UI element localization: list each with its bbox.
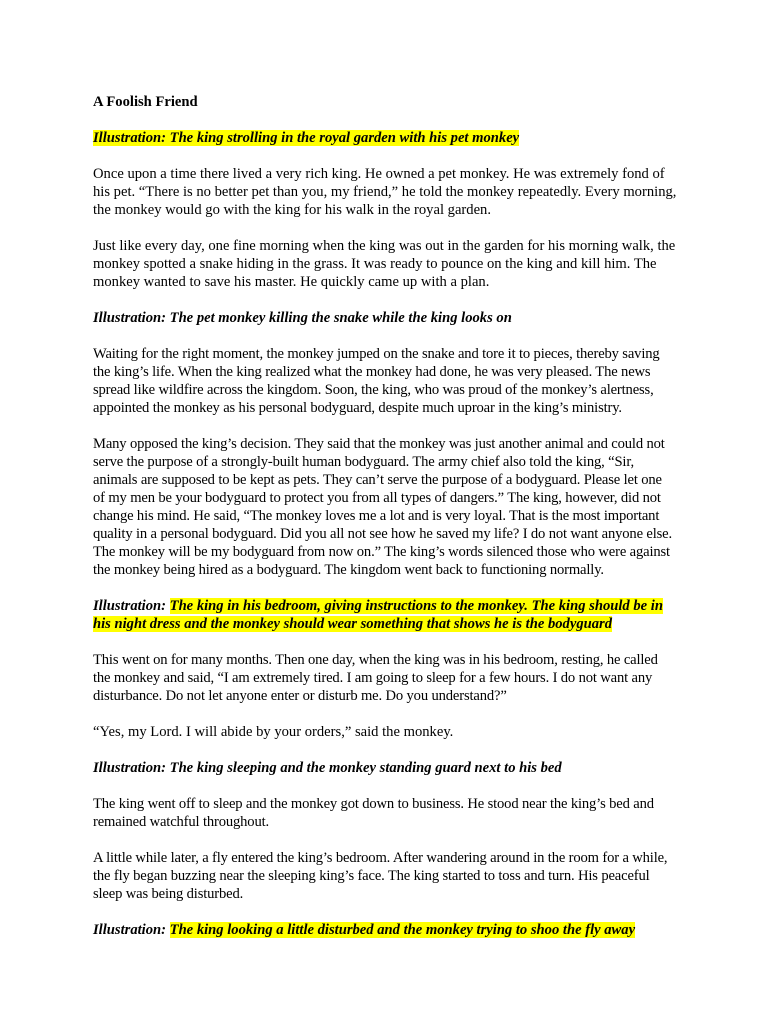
illustration-note: [93, 309, 677, 327]
illustration-note: [93, 129, 677, 147]
paragraph: “Yes, my Lord. I will abide by your orders,” said the monkey.: [93, 724, 454, 740]
illustration-label: Illustration:: [93, 130, 166, 146]
paragraph: This went on for many months. Then one day, when the king was in his bedroom, resting, he called the monkey and said, “I am extremely tired. I am going to sleep for a few hours. I do not want any disturbance. Do not let anyone enter or disturb me. Do you understand?”: [93, 652, 658, 704]
illustration-note: [93, 921, 677, 939]
illustration-text: The pet monkey killing the snake while the king looks on: [169, 310, 512, 326]
paragraph: Many opposed the king’s decision. They said that the monkey was just another animal and could not serve the purpose of a strongly-built human bodyguard. The army chief also told the king, “Sir, animals are supposed to be kept as pets. They can’t serve the purpose of a bodyguard. Please let one of my men be your bodyguard to protect you from all types of dangers.” The king, however, did not change his mind. He said, “The monkey loves me a lot and is very loyal. That is the most important quality in a personal bodyguard. Did you all not see how he saved my life? I do not want anyone else. The monkey will be my bodyguard from now on.” The king’s words silenced those who were against the monkey being hired as a bodyguard. The kingdom went back to functioning normally.: [93, 436, 672, 578]
illustration-label: Illustration:: [93, 310, 166, 326]
illustration-text: The king in his bedroom, giving instructions to the monkey. The king should be in his night dress and the monkey should wear something that shows he is the bodyguard: [93, 598, 663, 632]
paragraph: Waiting for the right moment, the monkey jumped on the snake and tore it to pieces, thereby saving the king’s life. When the king realized what the monkey had done, he was very pleased. The news spread like wildfire across the kingdom. Soon, the king, who was proud of the monkey’s alertness, appointed the monkey as his personal bodyguard, despite much uproar in the king’s ministry.: [93, 346, 660, 416]
illustration-label: Illustration:: [93, 760, 166, 776]
illustration-text: The king looking a little disturbed and the monkey trying to shoo the fly away: [169, 922, 636, 938]
illustration-label: Illustration:: [93, 598, 166, 614]
document-page: [93, 93, 677, 957]
paragraph: Just like every day, one fine morning when the king was out in the garden for his morning walk, the monkey spotted a snake hiding in the grass. It was ready to pounce on the king and kill him. The monkey wanted to save his master. He quickly came up with a plan.: [93, 238, 676, 290]
illustration-text: The king strolling in the royal garden with his pet monkey: [169, 130, 520, 146]
paragraph: A little while later, a fly entered the king’s bedroom. After wandering around in the room for a while, the fly began buzzing near the sleeping king’s face. The king started to toss and turn. His peaceful sleep was being disturbed.: [93, 850, 668, 902]
document-title: A Foolish Friend: [93, 94, 198, 110]
paragraph: Once upon a time there lived a very rich king. He owned a pet monkey. He was extremely fond of his pet. “There is no better pet than you, my friend,” he told the monkey repeatedly. Every morning, the monkey would go with the king for his walk in the royal garden.: [93, 166, 677, 218]
illustration-note: [93, 759, 677, 777]
illustration-note: [93, 597, 677, 633]
paragraph: The king went off to sleep and the monkey got down to business. He stood near the king’s bed and remained watchful throughout.: [93, 796, 654, 830]
illustration-text: The king sleeping and the monkey standing guard next to his bed: [169, 760, 562, 776]
illustration-label: Illustration:: [93, 922, 166, 938]
